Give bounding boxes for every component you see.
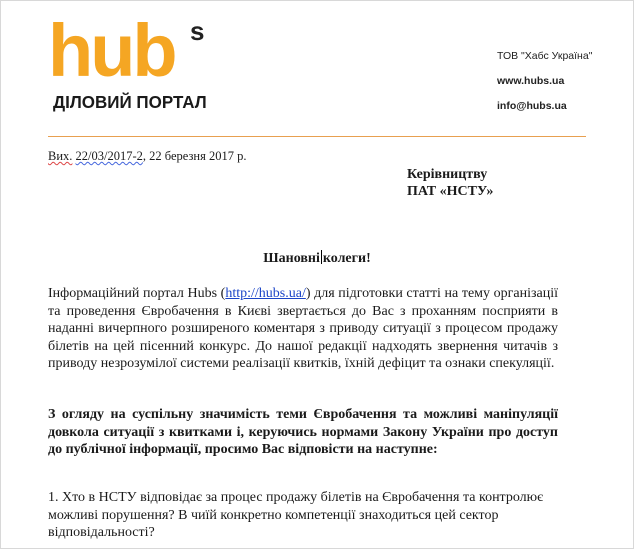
recipient-line-2: ПАТ «НСТУ» bbox=[407, 184, 494, 199]
website-link[interactable]: www.hubs.ua bbox=[497, 75, 565, 87]
logo-superscript: s bbox=[190, 16, 205, 46]
text-cursor bbox=[321, 250, 322, 264]
email-link[interactable]: info@hubs.ua bbox=[497, 100, 567, 112]
paragraph-request: З огляду на суспільну значимість теми Євробачення та можливі маніпуляції довкола ситуації з квитками і, керуючись нормами Закону України про доступ до публічної інформації, просимо Вас відповісти на наступне: bbox=[48, 407, 558, 457]
contact-block bbox=[497, 44, 592, 119]
outgoing-date: 22 березня 2017 р. bbox=[149, 149, 247, 163]
outgoing-number: Вих. 22/03/2017-2, 22 березня 2017 р. bbox=[48, 149, 247, 163]
hubs-logo bbox=[48, 9, 205, 92]
recipient-block bbox=[407, 166, 493, 200]
outgoing-ref: 22/03/2017-2 bbox=[75, 149, 143, 163]
logo-tagline: ДІЛОВИЙ ПОРТАЛ bbox=[53, 92, 207, 113]
hubs-url-link[interactable]: http://hubs.ua/ bbox=[225, 286, 306, 301]
recipient-line-1: Керівництву bbox=[407, 167, 488, 182]
greeting-word-1: Шановні bbox=[263, 251, 320, 266]
paragraph-intro bbox=[48, 285, 558, 373]
intro-text-start: Інформаційний портал Hubs ( bbox=[48, 286, 226, 301]
logo-word: hub bbox=[48, 9, 175, 92]
header-divider bbox=[48, 136, 586, 137]
outgoing-prefix: Вих. bbox=[48, 149, 73, 163]
company-name: ТОВ "Хабс Україна" bbox=[497, 50, 593, 62]
greeting bbox=[0, 250, 634, 267]
greeting-word-2: колеги! bbox=[322, 251, 371, 266]
question-1: 1. Хто в НСТУ відповідає за процес продажу білетів на Євробачення та контролює можливі порушення? В чиїй конкретно компетенції знаходиться цей сектор відповідальності? bbox=[48, 490, 544, 540]
intro-text-end: ) для підготовки статті на тему організації та проведення Євробачення в Києві звертається до Вас з проханням посприяти в наданні вичерпного розширеного коментаря з приводу ситуації з процесом продажу білетів на цей пісенний конкурс. До нашої редакції надходять звернення читачів з приводу незрозумілої системи реалізації квитків, їхній дефіцит та ознаки спекуляції. bbox=[48, 286, 558, 371]
